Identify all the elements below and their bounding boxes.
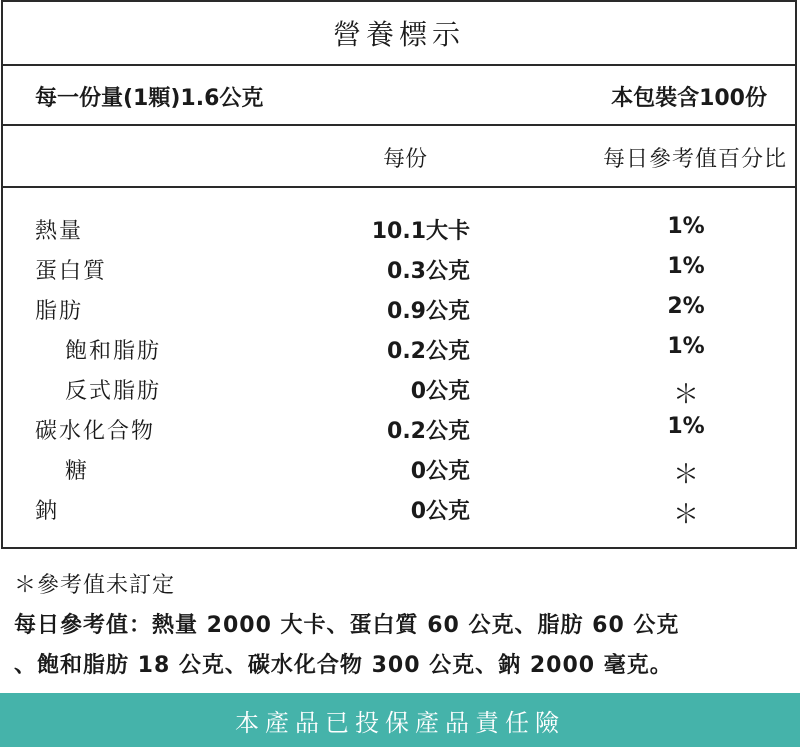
nutrient-name: 反式脂肪	[65, 379, 162, 404]
serving-info-row	[3, 64, 795, 126]
label-title: 營養標示	[3, 2, 795, 66]
nutrient-daily-percent: ＊	[672, 380, 699, 410]
nutrient-name: 鈉	[35, 499, 60, 524]
nutrient-amount: 10.1大卡	[371, 219, 470, 244]
nutrient-daily-percent: ＊	[672, 500, 699, 530]
nutrient-daily-percent: 1%	[667, 334, 705, 359]
nutrient-daily-percent: 1%	[667, 254, 705, 279]
nutrient-row	[3, 372, 795, 412]
column-header-row	[3, 124, 795, 188]
nutrient-row	[3, 292, 795, 332]
insurance-banner	[0, 693, 800, 747]
nutrient-row	[3, 332, 795, 372]
nutrient-daily-percent: 1%	[667, 214, 705, 239]
nutrient-daily-percent: 2%	[667, 294, 705, 319]
insurance-text: 本產品已投保產品責任險	[235, 708, 565, 737]
nutrient-amount: 0公克	[410, 499, 470, 524]
footnotes	[14, 566, 790, 686]
nutrient-name: 熱量	[35, 219, 84, 244]
nutrient-row	[3, 452, 795, 492]
asterisk-note: ＊參考值未訂定	[14, 573, 176, 598]
nutrient-amount: 0公克	[410, 379, 470, 404]
nutrient-name: 碳水化合物	[35, 419, 156, 444]
nutrient-name: 脂肪	[35, 299, 84, 324]
serving-size: 每一份量(1顆)1.6公克	[35, 86, 264, 111]
nutrient-name: 蛋白質	[35, 259, 108, 284]
column-header-per-serving: 每份	[382, 147, 427, 172]
nutrient-row	[3, 252, 795, 292]
nutrient-row	[3, 412, 795, 452]
daily-reference-line-2: 、飽和脂肪 18 公克、碳水化合物 300 公克、鈉 2000 毫克。	[14, 653, 673, 678]
nutrient-name: 飽和脂肪	[65, 339, 162, 364]
nutrient-amount: 0.3公克	[387, 259, 470, 284]
daily-reference-line-1: 每日參考值：熱量 2000 大卡、蛋白質 60 公克、脂肪 60 公克	[14, 613, 680, 638]
servings-per-package: 本包裝含100份	[611, 86, 767, 111]
nutrient-amount: 0公克	[410, 459, 470, 484]
nutrient-daily-percent: ＊	[672, 460, 699, 490]
nutrient-daily-percent: 1%	[667, 414, 705, 439]
nutrient-amount: 0.9公克	[387, 299, 470, 324]
nutrient-row	[3, 212, 795, 252]
nutrient-name: 糖	[65, 459, 90, 484]
nutrient-amount: 0.2公克	[387, 419, 470, 444]
nutrition-label	[1, 0, 797, 549]
column-header-daily-value: 每日參考值百分比	[602, 147, 787, 172]
nutrient-amount: 0.2公克	[387, 339, 470, 364]
nutrient-row	[3, 492, 795, 532]
